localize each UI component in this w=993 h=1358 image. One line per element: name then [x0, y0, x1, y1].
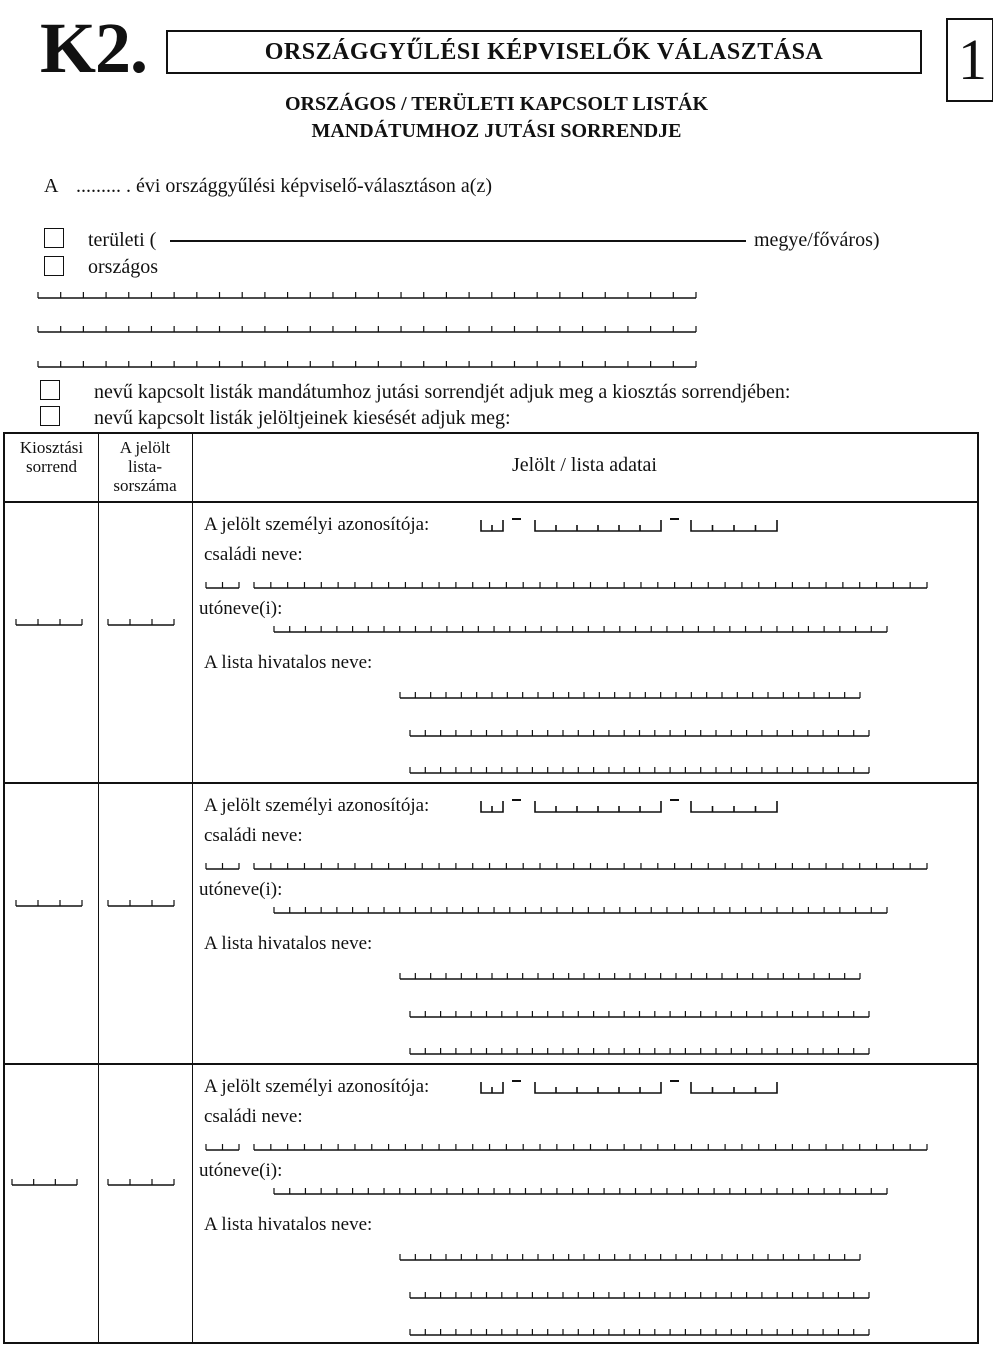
list-name-line-2[interactable] [409, 729, 870, 738]
candidate-id-label: A jelölt személyi azonosítója: [204, 795, 430, 816]
national-label: országos [88, 256, 158, 278]
family-name-field[interactable] [253, 1143, 928, 1152]
given-names-field[interactable] [273, 1187, 888, 1196]
family-name-field[interactable] [253, 581, 928, 590]
form-title: ORSZÁGGYŰLÉSI KÉPVISELŐK VÁLASZTÁSA [166, 30, 922, 74]
order-number-field[interactable] [11, 1178, 78, 1187]
id-separator-dash [512, 1080, 521, 1082]
dropout-checkbox[interactable] [40, 406, 60, 426]
family-name-prefix-field[interactable] [205, 581, 240, 590]
given-names-label: utóneve(i): [199, 879, 283, 900]
candidate-id-part-1[interactable] [480, 519, 504, 533]
row-divider-2 [5, 1063, 977, 1065]
order-checkbox[interactable] [40, 380, 60, 400]
col-header-order [5, 438, 98, 476]
family-name-prefix-field[interactable] [205, 1143, 240, 1152]
id-separator-dash [512, 799, 521, 801]
given-names-field[interactable] [273, 906, 888, 915]
col-header-list-number-line-1: A jelölt [119, 438, 171, 457]
candidate-id-part-2[interactable] [534, 800, 662, 814]
family-name-label: családi neve: [204, 825, 303, 846]
family-name-label: családi neve: [204, 544, 303, 565]
candidate-id-label: A jelölt személyi azonosítója: [204, 514, 430, 535]
id-separator-dash [670, 799, 679, 801]
list-name-field-3[interactable] [37, 360, 697, 369]
county-input-line[interactable] [170, 240, 746, 242]
form-code: K2. [40, 8, 148, 88]
list-number-field[interactable] [107, 899, 175, 908]
list-name-line-1[interactable] [399, 972, 861, 981]
list-official-name-label: A lista hivatalos neve: [204, 933, 373, 954]
col-header-list-number-line-2: lista- [128, 457, 162, 476]
candidate-id-part-3[interactable] [690, 519, 778, 533]
list-number-field[interactable] [107, 1178, 175, 1187]
order-number-field[interactable] [15, 899, 83, 908]
col-header-list-number [98, 438, 192, 495]
col-header-order-line-2: sorrend [26, 457, 77, 476]
candidate-id-part-2[interactable] [534, 1081, 662, 1095]
family-name-field[interactable] [253, 862, 928, 871]
order-number-field[interactable] [15, 618, 83, 627]
candidate-id-part-3[interactable] [690, 1081, 778, 1095]
family-name-prefix-field[interactable] [205, 862, 240, 871]
col-divider-1 [98, 434, 99, 1342]
candidate-id-part-2[interactable] [534, 519, 662, 533]
header-divider [5, 501, 977, 503]
list-name-field-1[interactable] [37, 291, 697, 300]
county-suffix: megye/főváros) [754, 229, 880, 251]
list-name-line-3[interactable] [409, 1328, 870, 1337]
candidate-id-part-3[interactable] [690, 800, 778, 814]
id-separator-dash [670, 518, 679, 520]
col-header-order-line-1: Kiosztási [19, 438, 84, 457]
candidate-id-part-1[interactable] [480, 800, 504, 814]
col-divider-2 [192, 434, 193, 1342]
list-official-name-label: A lista hivatalos neve: [204, 652, 373, 673]
row-divider-1 [5, 782, 977, 784]
given-names-label: utóneve(i): [199, 598, 283, 619]
list-name-field-2[interactable] [37, 325, 697, 334]
col-header-list-number-line-3: sorszáma [113, 476, 177, 495]
family-name-label: családi neve: [204, 1106, 303, 1127]
list-official-name-label: A lista hivatalos neve: [204, 1214, 373, 1235]
list-name-line-1[interactable] [399, 691, 861, 700]
list-name-line-1[interactable] [399, 1253, 861, 1262]
list-number-field[interactable] [107, 618, 175, 627]
election-year-line: ......... . évi országgyűlési képviselő-választáson a(z) [76, 175, 492, 197]
list-name-line-3[interactable] [409, 1047, 870, 1056]
regional-checkbox[interactable] [44, 228, 64, 248]
order-option-label: nevű kapcsolt listák mandátumhoz jutási sorrendjét adjuk meg a kiosztás sorrendjében: [94, 381, 791, 403]
intro-prefix: A [44, 175, 59, 197]
national-checkbox[interactable] [44, 256, 64, 276]
list-name-line-2[interactable] [409, 1010, 870, 1019]
id-separator-dash [670, 1080, 679, 1082]
given-names-field[interactable] [273, 625, 888, 634]
col-header-data: Jelölt / lista adatai [512, 454, 657, 476]
candidate-id-label: A jelölt személyi azonosítója: [204, 1076, 430, 1097]
list-name-line-2[interactable] [409, 1291, 870, 1300]
list-name-line-3[interactable] [409, 766, 870, 775]
candidate-table [3, 432, 979, 1344]
candidate-id-part-1[interactable] [480, 1081, 504, 1095]
id-separator-dash [512, 518, 521, 520]
dropout-option-label: nevű kapcsolt listák jelöltjeinek kiesését adjuk meg: [94, 407, 511, 429]
given-names-label: utóneve(i): [199, 1160, 283, 1181]
subtitle-line-2: MANDÁTUMHOZ JUTÁSI SORRENDJE [311, 120, 682, 142]
page-number: 1 [946, 18, 993, 102]
subtitle-line-1: ORSZÁGOS / TERÜLETI KAPCSOLT LISTÁK [284, 93, 709, 115]
regional-label: területi ( [88, 229, 157, 251]
